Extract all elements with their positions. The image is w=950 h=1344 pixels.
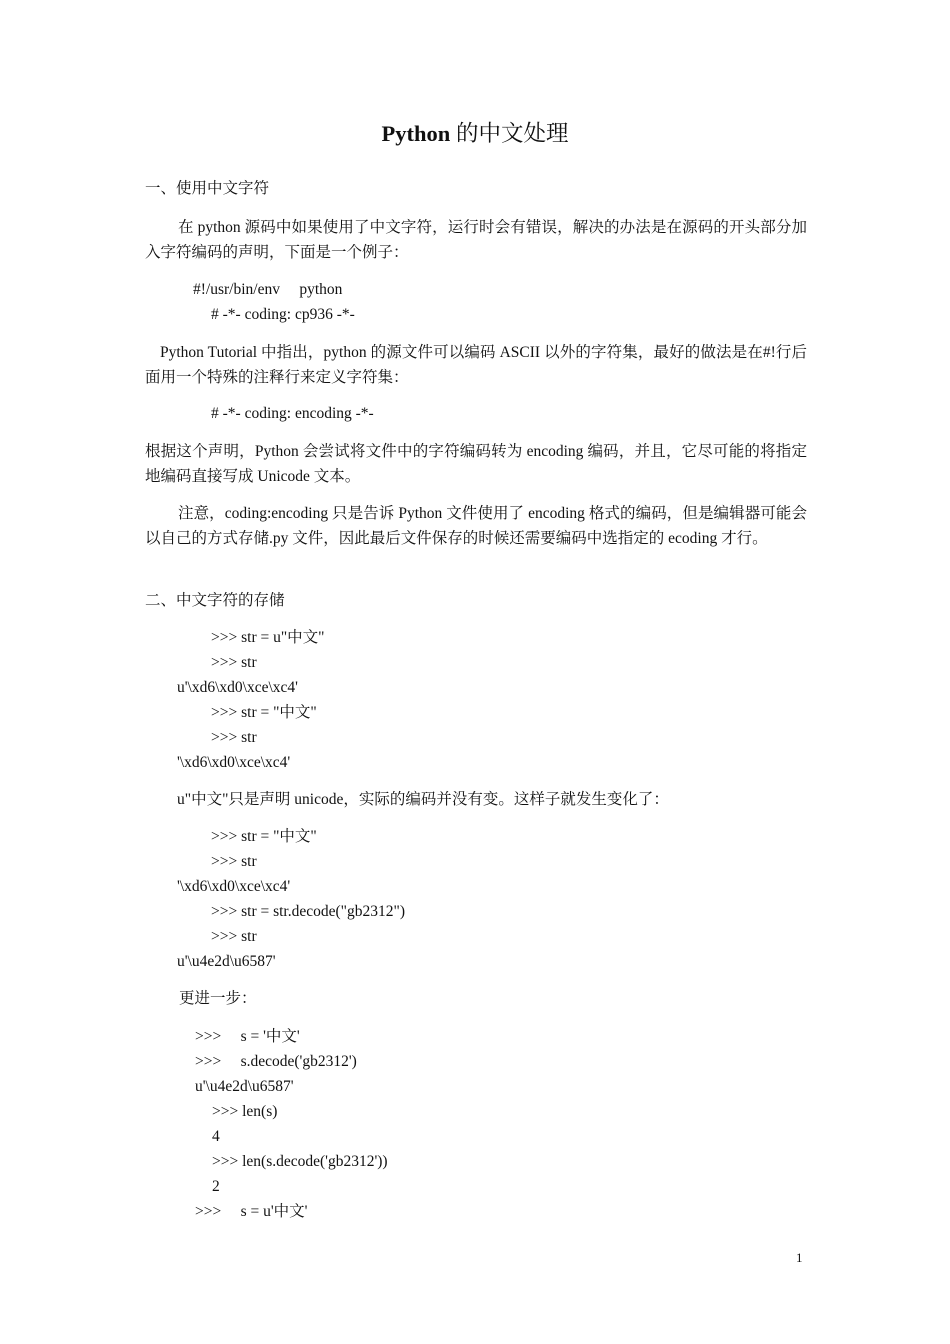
code-line: >>> len(s.decode('gb2312')) xyxy=(212,1153,388,1170)
code-line: >>> str xyxy=(211,853,257,870)
code-output: '\xd6\xd0\xce\xc4' xyxy=(177,754,291,771)
paragraph-1: 在 python 源码中如果使用了中文字符，运行时会有错误，解决的办法是在源码的开头部分加入字符编码的声明，下面是一个例子： xyxy=(145,219,807,261)
code-line-encoding: # -*- coding: encoding -*- xyxy=(211,405,374,422)
code-output: 2 xyxy=(212,1178,220,1195)
page-title xyxy=(0,119,950,149)
paragraph-2: Python Tutorial 中指出，python 的源文件可以编码 ASCII 以外的字符集，最好的做法是在#!行后面用一个特殊的注释行来定义字符集： xyxy=(145,344,807,386)
code-output: u'\u4e2d\u6587' xyxy=(177,953,276,970)
code-line: >>> str = "中文" xyxy=(211,704,317,721)
note-further: 更进一步： xyxy=(179,990,257,1007)
page-title-rest: 的中文处理 xyxy=(450,121,569,146)
code-output: '\xd6\xd0\xce\xc4' xyxy=(177,878,291,895)
code-line: >>> s = '中文' xyxy=(195,1028,300,1045)
code-line-shebang: #!/usr/bin/env python xyxy=(193,281,343,298)
code-line: >>> len(s) xyxy=(212,1103,278,1120)
code-line: >>> str xyxy=(211,654,257,671)
code-line: >>> str = "中文" xyxy=(211,828,317,845)
note-unicode: u"中文"只是声明 unicode，实际的编码并没有变。这样子就发生变化了： xyxy=(177,791,669,808)
paragraph-4: 注意，coding:encoding 只是告诉 Python 文件使用了 encoding 格式的编码，但是编辑器可能会以自己的方式存储.py 文件，因此最后文件保存的时候还需要编码中选指定的 ecoding 才行。 xyxy=(145,505,807,547)
code-output: u'\xd6\xd0\xce\xc4' xyxy=(177,679,298,696)
code-line: >>> str xyxy=(211,729,257,746)
section-heading-1: 一、使用中文字符 xyxy=(145,180,270,197)
code-line: >>> str xyxy=(211,928,257,945)
page-title-bold: Python xyxy=(381,121,451,146)
code-line-coding: # -*- coding: cp936 -*- xyxy=(211,306,355,323)
code-line: >>> str = u"中文" xyxy=(211,629,325,646)
page-number: 1 xyxy=(796,1250,803,1265)
code-line: >>> str = str.decode("gb2312") xyxy=(211,903,405,920)
code-line: >>> s = u'中文' xyxy=(195,1203,308,1220)
code-line: >>> s.decode('gb2312') xyxy=(195,1053,357,1070)
section-heading-2: 二、中文字符的存储 xyxy=(145,592,285,609)
paragraph-3: 根据这个声明，Python 会尝试将文件中的字符编码转为 encoding 编码，并且，它尽可能的将指定地编码直接写成 Unicode 文本。 xyxy=(145,443,807,485)
code-output: 4 xyxy=(212,1128,220,1145)
code-output: u'\u4e2d\u6587' xyxy=(195,1078,294,1095)
